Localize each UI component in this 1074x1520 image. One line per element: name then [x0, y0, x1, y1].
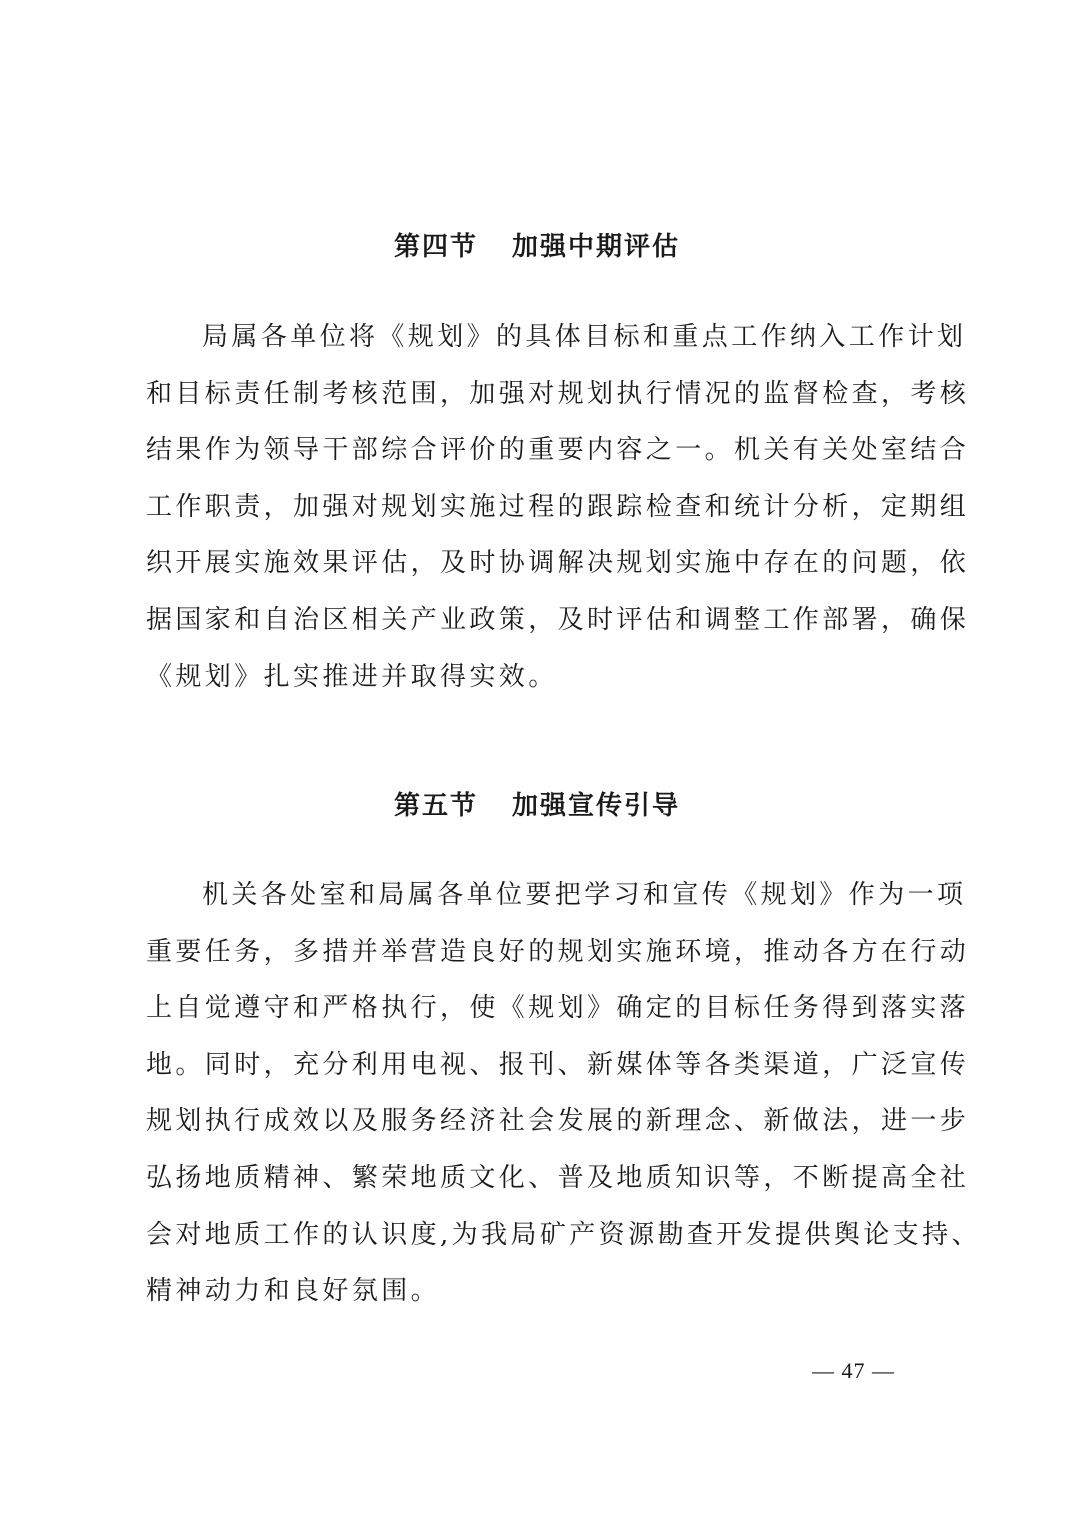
paragraph-line: 据国家和自治区相关产业政策，及时评估和调整工作部署，确保 [146, 604, 970, 635]
paragraph-line: 局属各单位将《规划》的具体目标和重点工作纳入工作计划 [202, 322, 967, 352]
section-4-title: 加强中期评估 [512, 231, 681, 262]
section-4-paragraph [146, 309, 970, 705]
page-number: — 47 — [812, 1358, 895, 1383]
paragraph-line: 机关各处室和局属各单位要把学习和宣传《规划》作为一项 [202, 880, 967, 910]
section-4-heading [0, 231, 1074, 262]
paragraph-line: 地。同时，充分利用电视、报刊、新媒体等各类渠道，广泛宣传 [146, 1049, 970, 1080]
paragraph-line: 《规划》扎实推进并取得实效。 [146, 661, 558, 692]
paragraph-line: 工作职责，加强对规划实施过程的跟踪检查和统计分析，定期组 [146, 491, 970, 522]
paragraph-line: 精神动力和良好氛围。 [146, 1276, 441, 1307]
paragraph-line: 会对地质工作的认识度,为我局矿产资源勘查开发提供舆论支持、 [146, 1219, 981, 1250]
section-4-number: 第四节 [393, 231, 478, 262]
paragraph-line: 上自觉遵守和严格执行，使《规划》确定的目标任务得到落实落 [146, 993, 970, 1024]
paragraph-line: 规划执行成效以及服务经济社会发展的新理念、新做法，进一步 [146, 1106, 970, 1137]
section-5-paragraph [146, 867, 981, 1320]
section-5-number: 第五节 [393, 790, 478, 821]
paragraph-line: 和目标责任制考核范围，加强对规划执行情况的监督检查，考核 [146, 378, 970, 409]
section-5-heading [0, 790, 1074, 821]
section-5-title: 加强宣传引导 [512, 790, 681, 821]
paragraph-line: 弘扬地质精神、繁荣地质文化、普及地质知识等，不断提高全社 [146, 1162, 970, 1193]
paragraph-line: 重要任务，多措并举营造良好的规划实施环境，推动各方在行动 [146, 936, 970, 967]
paragraph-line: 织开展实施效果评估，及时协调解决规划实施中存在的问题，依 [146, 548, 970, 579]
paragraph-line: 结果作为领导干部综合评价的重要内容之一。机关有关处室结合 [146, 435, 970, 466]
